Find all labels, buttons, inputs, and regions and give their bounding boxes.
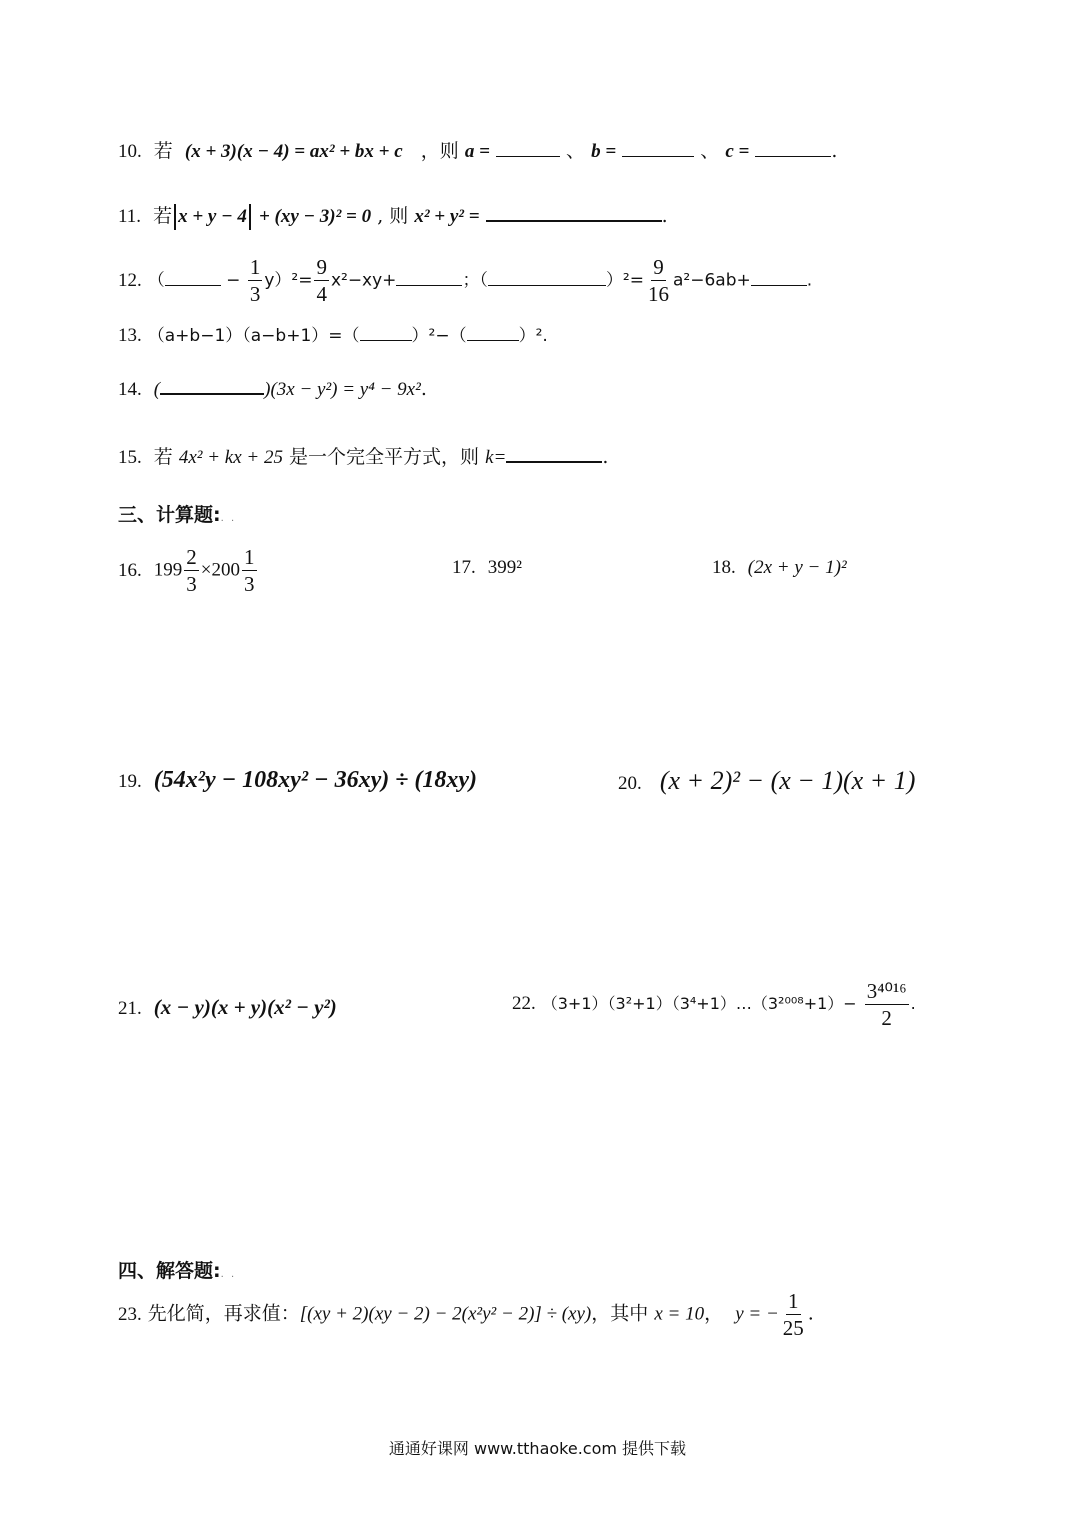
- whole-number: 199: [153, 559, 183, 581]
- answer-blank-2[interactable]: [467, 340, 519, 341]
- question-number: 13.: [118, 325, 142, 346]
- question-lead: 若: [153, 140, 173, 162]
- answer-blank-c[interactable]: [755, 156, 831, 157]
- fraction: $\frac{1}{3}$: [244, 545, 255, 597]
- variable-k: k=: [485, 447, 507, 468]
- question-22: [512, 980, 916, 1029]
- question-12: [118, 256, 812, 305]
- question-19: [118, 768, 477, 792]
- answer-blank-1[interactable]: [165, 285, 221, 286]
- text-segment: （3+1）（3²+1）（3⁴+1）…（3²⁰⁰⁸+1）−: [541, 994, 857, 1014]
- question-16: [118, 546, 259, 595]
- period: .: [602, 446, 609, 468]
- abs-expression: x + y − 4: [178, 206, 247, 227]
- text-segment: （a+b−1）（a−b+1）=（: [147, 326, 360, 346]
- minus-sign: −: [226, 270, 241, 291]
- period: .: [831, 140, 838, 162]
- math-expression: (x + 3)(x − 4) = ax² + bx + c: [184, 141, 403, 162]
- question-11: [118, 204, 668, 230]
- separator: ，: [704, 1302, 724, 1325]
- period: .: [807, 1302, 814, 1325]
- abs-bar-left: [174, 204, 176, 230]
- question-number: 11.: [118, 206, 142, 227]
- fraction-one-third: $\frac{1}{3}$: [249, 255, 261, 307]
- math-expression: (x − y)(x + y)(x² − y²): [153, 995, 337, 1019]
- question-number: 19.: [118, 771, 142, 792]
- period: .: [420, 378, 427, 400]
- answer-blank-4[interactable]: [751, 285, 807, 286]
- question-14: [118, 380, 427, 399]
- question-number: 15.: [118, 447, 142, 468]
- question-lead: 若: [153, 446, 173, 468]
- math-expression: (x + 2)² − (x − 1)(x + 1): [659, 766, 916, 795]
- decorative-dots: . .: [220, 1269, 237, 1280]
- question-13: [118, 326, 548, 345]
- target-expression: x² + y² =: [414, 206, 480, 227]
- text-segment: x²−xy+: [330, 270, 397, 291]
- math-expression: + (xy − 3)² = 0: [258, 206, 372, 227]
- paren: (: [153, 379, 161, 400]
- question-lead: 若: [153, 205, 173, 227]
- answer-blank[interactable]: [160, 393, 264, 395]
- connector-text: , 则: [377, 205, 409, 227]
- question-number: 16.: [118, 559, 142, 581]
- paren: （: [147, 270, 165, 291]
- answer-blank[interactable]: [486, 220, 662, 222]
- variable-a: a =: [464, 141, 490, 162]
- question-number: 21.: [118, 998, 142, 1019]
- answer-blank-b[interactable]: [622, 156, 694, 157]
- fraction: $\frac{\text{3⁴⁰¹⁶}}{2}$: [866, 979, 907, 1031]
- variable-c: c =: [725, 141, 750, 162]
- y-value: y = −: [735, 1303, 779, 1325]
- question-number: 22.: [512, 993, 536, 1015]
- decorative-dots: . .: [220, 513, 237, 524]
- abs-bar-right: [249, 204, 251, 230]
- question-17: [452, 558, 522, 577]
- x-value: x = 10: [654, 1303, 705, 1325]
- question-number: 20.: [618, 773, 642, 794]
- question-text: 先化简，再求值：: [147, 1302, 300, 1325]
- connector-text: ，则: [420, 140, 459, 162]
- period: .: [661, 205, 668, 227]
- question-10: [118, 142, 837, 161]
- fraction: $\frac{1}{25}$: [782, 1289, 804, 1341]
- question-number: 10.: [118, 141, 142, 162]
- separator: 、: [700, 140, 720, 162]
- text-segment: ）².: [518, 326, 548, 346]
- text-segment: y）²=: [264, 270, 313, 291]
- text-segment: ）²=: [605, 270, 644, 291]
- question-20: [618, 768, 915, 794]
- question-number: 12.: [118, 269, 142, 291]
- fraction: $\frac{2}{3}$: [186, 545, 197, 597]
- period: .: [806, 270, 813, 291]
- math-expression: 399²: [487, 557, 522, 578]
- answer-blank-a[interactable]: [496, 156, 560, 157]
- question-number: 14.: [118, 379, 142, 400]
- section-heading: 三、计算题:. .: [118, 504, 237, 526]
- question-18: [712, 558, 847, 577]
- question-text: 是一个完全平方式，则: [289, 446, 480, 468]
- question-21: [118, 997, 337, 1018]
- times-sign: ×: [200, 559, 212, 581]
- section-heading: 四、解答题:. .: [118, 1260, 237, 1282]
- page-footer: [0, 1436, 1075, 1459]
- math-expression: 4x² + kx + 25: [178, 447, 283, 468]
- answer-blank-2[interactable]: [396, 285, 462, 286]
- math-expression: (54x²y − 108xy² − 36xy) ÷ (18xy): [153, 767, 478, 793]
- question-number: 17.: [452, 557, 476, 578]
- answer-blank-1[interactable]: [360, 340, 412, 341]
- answer-blank-3[interactable]: [488, 285, 606, 286]
- connector-text: ，其中: [591, 1302, 649, 1325]
- question-number: 18.: [712, 557, 736, 578]
- footer-text: 通通好课网 www.tthaoke.com 提供下载: [388, 1439, 687, 1458]
- text-segment: a²−6ab+: [673, 270, 751, 291]
- variable-b: b =: [591, 141, 617, 162]
- answer-blank[interactable]: [506, 461, 602, 463]
- fraction-nine-sixteenths: $\frac{9}{16}$: [648, 255, 669, 307]
- text-segment: ；（: [462, 270, 488, 291]
- question-23: [118, 1290, 814, 1339]
- period: .: [910, 994, 916, 1014]
- separator: 、: [566, 140, 586, 162]
- question-number: 23.: [118, 1303, 142, 1325]
- math-expression: [(xy + 2)(xy − 2) − 2(x²y² − 2)] ÷ (xy): [299, 1303, 592, 1325]
- text-segment: ）²−（: [411, 326, 467, 346]
- question-15: [118, 448, 608, 467]
- fraction-nine-fourths: $\frac{9}{4}$: [316, 255, 327, 307]
- math-expression: (2x + y − 1)²: [747, 557, 847, 578]
- math-expression: )(3x − y²) = y⁴ − 9x²: [264, 379, 421, 400]
- whole-number: 200: [211, 559, 241, 581]
